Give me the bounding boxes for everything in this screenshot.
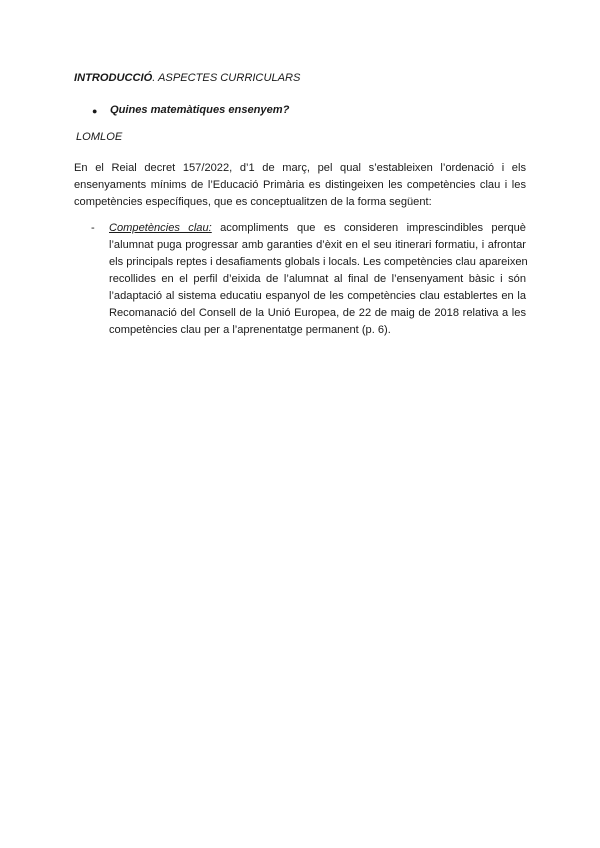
definition-line: competències clau per a l’aprenentatge permanent (p. 6). xyxy=(109,324,391,336)
dash-icon: - xyxy=(91,222,95,234)
definition-line: recollides en el perfil d’eixida de l’alumnat al final de l’ensenyament bàsic i són xyxy=(109,273,526,285)
definition-first-line xyxy=(109,220,526,237)
definition-line: Recomanació del Consell de la Unió Europea, de 22 de maig de 2018 relativa a les xyxy=(109,307,526,319)
heading-rest: . ASPECTES CURRICULARS xyxy=(152,72,301,84)
intro-line: ensenyaments mínims de l’Educació Primària es distingeixen les competències clau i les xyxy=(74,179,526,191)
definition-line: els principals reptes i desafiaments globals i locals. Les competències clau apareixen xyxy=(109,256,528,268)
page-heading xyxy=(74,70,300,87)
definition-text: acompliments que es consideren imprescindibles perquè xyxy=(211,222,526,234)
definition-line: l’alumnat puga progressar amb garanties d’èxit en el seu itinerari formatiu, i afrontar xyxy=(109,239,526,251)
definition-term: Competències clau: xyxy=(109,222,212,234)
bullet-icon: ● xyxy=(92,106,98,116)
lomloe-label: LOMLOE xyxy=(76,131,123,143)
intro-line: competències específiques, que es conceptualitzen de la forma següent: xyxy=(74,196,432,208)
heading-bold: INTRODUCCIÓ xyxy=(74,72,153,84)
intro-line: En el Reial decret 157/2022, d’1 de març, pel qual s’estableixen l’ordenació i els xyxy=(74,162,526,174)
definition-line: l’adaptació al sistema educatiu espanyol de les competències clau establertes en la xyxy=(109,290,526,302)
question-heading: Quines matemàtiques ensenyem? xyxy=(110,104,290,116)
